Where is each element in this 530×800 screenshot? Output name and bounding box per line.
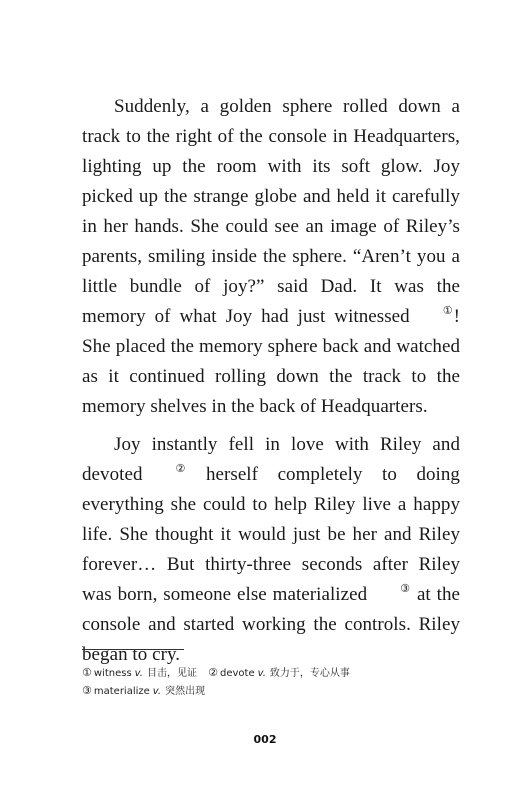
paragraph-1-text-a: Suddenly, a golden sphere rolled down a track to the right of the console in Headquarters, lighting up the room with its soft glow. Joy picked up the strange globe and held it carefully in her hands. She could see an image of Riley’s parents, smiling inside the sphere. “Aren’t you a little bundle of joy?” said Dad. It was the memory of what Joy had just witnessed	[82, 96, 460, 327]
footnotes	[82, 664, 462, 700]
footnote-ref-1[interactable]: ①	[442, 304, 453, 317]
paragraph-1	[82, 92, 460, 422]
footnote-1	[82, 664, 197, 682]
footnote-1-meaning: 目击，见证	[146, 668, 197, 679]
footnote-2-mark: ②	[208, 666, 219, 679]
footnote-line-1	[82, 664, 462, 682]
footnote-3	[82, 682, 205, 700]
footnote-2-meaning: 致力于，专心从事	[269, 668, 350, 679]
footnote-2-pos: v.	[257, 668, 266, 679]
paragraph-1-text-b: ! She placed the memory sphere back and watched as it continued rolling down the track to the memory shelves in the back of Headquarters.	[82, 306, 460, 417]
footnote-ref-2[interactable]: ②	[175, 462, 186, 475]
paragraph-2	[82, 430, 460, 670]
paragraph-2-text-a: Joy instantly fell in love with Riley and devoted	[82, 434, 460, 485]
footnote-2-word: devote	[220, 668, 255, 679]
paragraph-2-text-c: at the console and started working the controls. Riley began to cry.	[82, 584, 461, 665]
footnote-line-2	[82, 682, 462, 700]
footnote-divider	[82, 649, 184, 650]
footnote-1-word: witness	[93, 668, 132, 679]
footnote-3-mark: ③	[82, 684, 92, 697]
footnote-3-meaning: 突然出现	[165, 686, 206, 697]
footnote-3-pos: v.	[152, 686, 162, 697]
page-number: 002	[253, 733, 277, 746]
footnote-1-mark: ①	[82, 666, 92, 679]
footnote-2	[208, 664, 350, 682]
footnote-1-pos: v.	[134, 668, 143, 679]
story-text	[82, 92, 460, 670]
footnote-3-word: materialize	[93, 686, 150, 697]
paragraph-2-text-b: herself completely to doing everything she could to help Riley live a happy life. She thought it would just be her and Riley forever… But thirty-three seconds after Riley was born, someone else materialized	[82, 464, 460, 605]
footnote-ref-3[interactable]: ③	[400, 582, 411, 595]
